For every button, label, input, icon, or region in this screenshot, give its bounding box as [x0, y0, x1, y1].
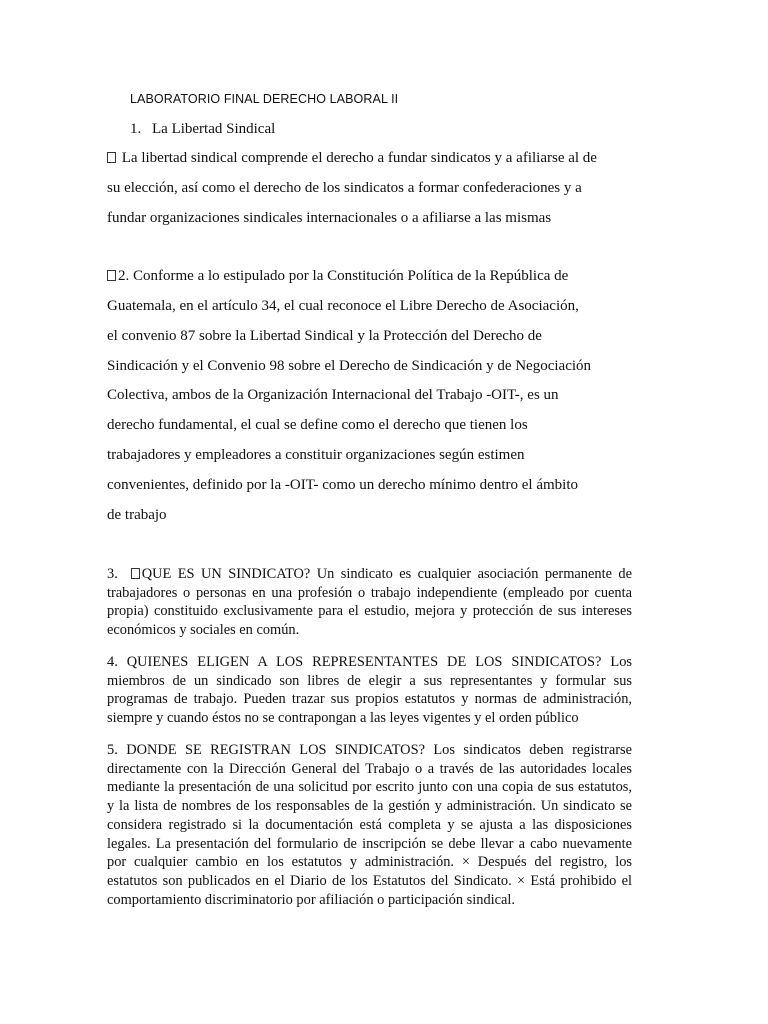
paragraph-4: 4. QUIENES ELIGEN A LOS REPRESENTANTES DE LOS SINDICATOS? Los miembros de un sindicado son libres de elegir a sus representantes y formular sus programas de trabajo. Pueden trazar sus propios estatutos y normas de administración, siempre y cuando éstos no se contrapongan a las leyes vigentes y el orden público	[107, 654, 632, 727]
paragraph-1-line-1: La libertad sindical comprende el derecho a fundar sindicatos y a afiliarse al de	[107, 150, 597, 167]
paragraph-1-line-3: fundar organizaciones sindicales internacionales o a afiliarse a las mismas	[107, 210, 552, 226]
paragraph-2-line-5: Colectiva, ambos de la Organización Internacional del Trabajo -OIT-, es un	[107, 387, 559, 403]
section-heading-libertad-sindical	[130, 121, 275, 138]
paragraph-5: 5. DONDE SE REGISTRAN LOS SINDICATOS? Los sindicatos deben registrarse directamente con la Dirección General del Trabajo o a través de las autoridades locales mediante la presentación de una solicitud por escrito junto con una copia de sus estatutos, y la lista de nombres de los responsables de la gestión y administración. Un sindicato se considera registrado si la documentación está completa y se ajusta a las disposiciones legales. La presentación del formulario de inscripción se debe llevar a cabo nuevamente por cualquier cambio en los estatutos y administración. × Después del registro, los estatutos son publicados en el Diario de los Estatutos del Sindicato. × Está prohibido el comportamiento discriminatorio por afiliación o participación sindical.	[107, 742, 632, 908]
paragraph-2-line-8: convenientes, definido por la -OIT- como un derecho mínimo dentro el ámbito	[107, 477, 578, 493]
missing-glyph-icon	[107, 270, 116, 281]
paragraph-2-line-7: trabajadores y empleadores a constituir organizaciones según estimen	[107, 447, 525, 463]
paragraph-2-line-6: derecho fundamental, el cual se define como el derecho que tienen los	[107, 417, 528, 433]
paragraph-2-line-3: el convenio 87 sobre la Libertad Sindical y la Protección del Derecho de	[107, 328, 542, 344]
document-title: LABORATORIO FINAL DERECHO LABORAL II	[130, 92, 399, 106]
section-heading-text: La Libertad Sindical	[152, 121, 276, 137]
paragraph-2-line-4: Sindicación y el Convenio 98 sobre el Derecho de Sindicación y de Negociación	[107, 358, 592, 374]
paragraph-2-line-9: de trabajo	[107, 507, 167, 523]
missing-glyph-icon	[131, 568, 140, 579]
paragraph-2-line-2: Guatemala, en el artículo 34, el cual reconoce el Libre Derecho de Asociación,	[107, 298, 579, 314]
paragraph-2-line-1: 2. Conforme a lo estipulado por la Constitución Política de la República de	[107, 268, 568, 285]
paragraph-1-line-2: su elección, así como el derecho de los sindicatos a formar confederaciones y a	[107, 180, 582, 196]
paragraph-3: 3. QUE ES UN SINDICATO? Un sindicato es cualquier asociación permanente de trabajadores o personas en una profesión o trabajo independiente (empleado por cuenta propia) constituido exclusivamente para el estudio, mejora y protección de sus intereses económicos y sociales en común.	[107, 566, 632, 639]
section-number: 1.	[130, 121, 142, 137]
missing-glyph-icon	[107, 152, 116, 163]
